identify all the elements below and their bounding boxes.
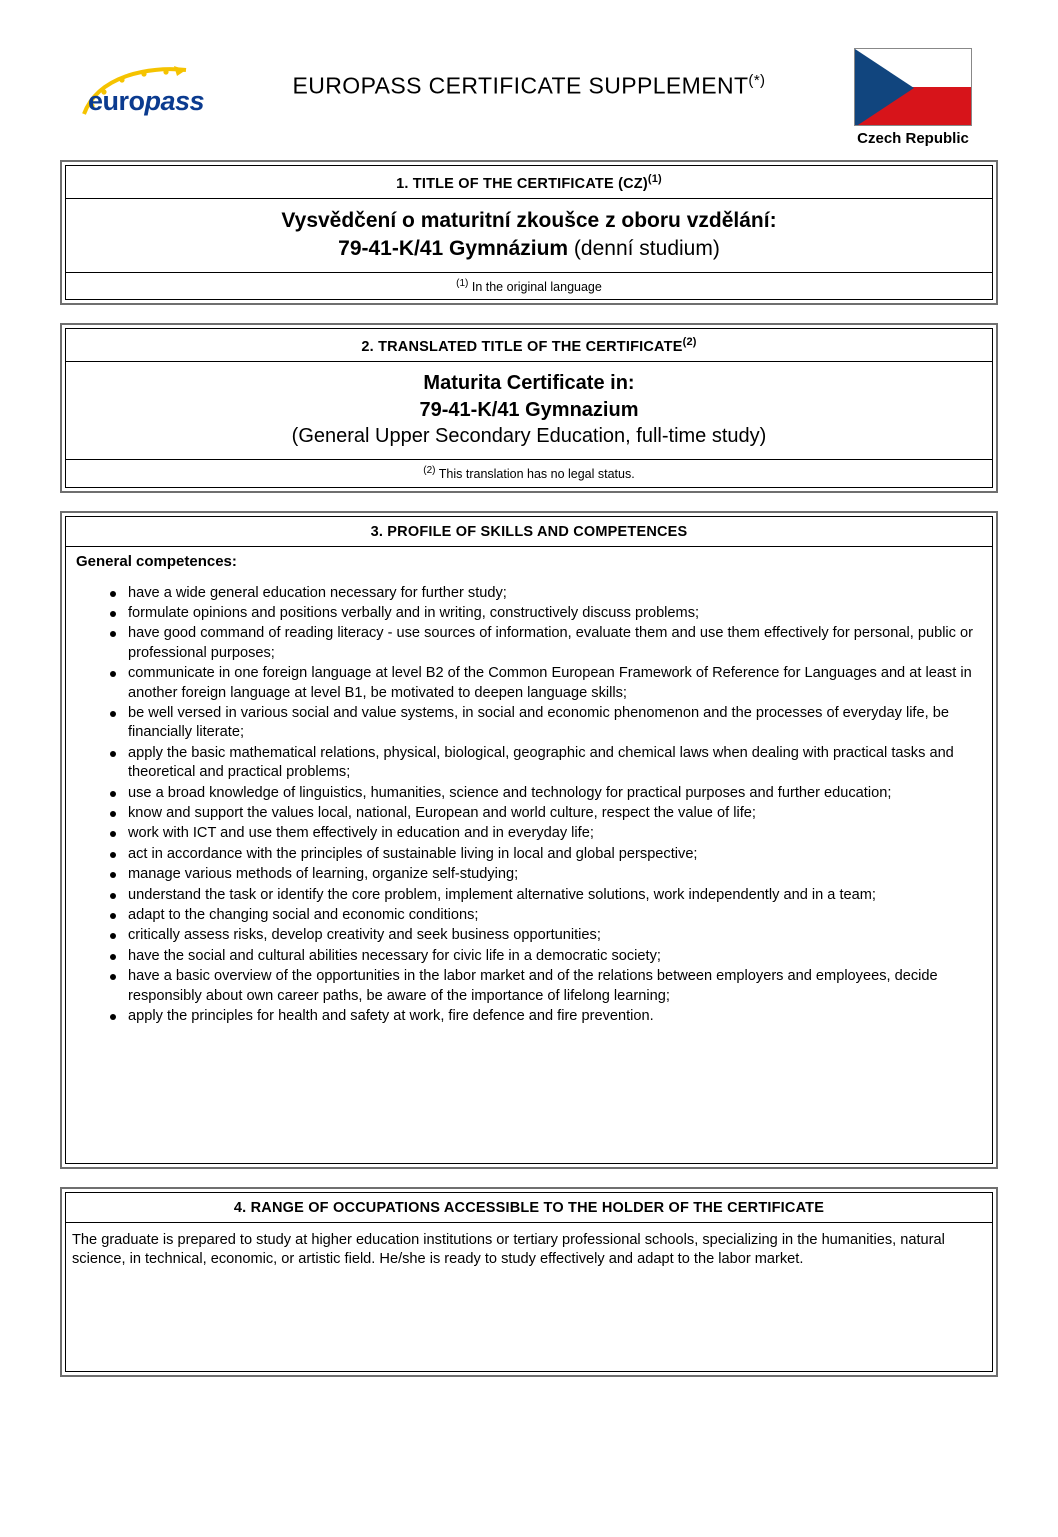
occupations-text: The graduate is prepared to study at higher education institutions or tertiary professional schools, specializing in the humanities, natural science, in technical, economic, or artistic field. He/she is ready to study effectively and adapt to the labor market.	[72, 1231, 945, 1268]
list-item: critically assess risks, develop creativity and seek business opportunities;	[110, 926, 978, 945]
section2-heading-text: 2. TRANSLATED TITLE OF THE CERTIFICATE	[361, 339, 683, 356]
list-item: adapt to the changing social and economic conditions;	[110, 906, 978, 925]
section1-heading	[66, 166, 992, 199]
list-item: apply the basic mathematical relations, physical, biological, geographic and chemical laws when dealing with practical tasks and theoretical and practical problems;	[110, 744, 978, 783]
section1-title-lines	[66, 199, 992, 272]
country-block	[828, 48, 998, 147]
section3-heading: 3. PROFILE OF SKILLS AND COMPETENCES	[66, 517, 992, 547]
list-item: work with ICT and use them effectively in education and in everyday life;	[110, 824, 978, 843]
general-competences-subtitle: General competences:	[76, 552, 237, 570]
section2-heading-marker: (2)	[682, 336, 697, 349]
section1-footnote	[66, 272, 992, 299]
europass-wordmark-pass: pass	[144, 86, 205, 116]
section-range-of-occupations	[60, 1187, 998, 1377]
list-item: formulate opinions and positions verbally and in writing, constructively discuss problems;	[110, 604, 978, 623]
list-item: use a broad knowledge of linguistics, humanities, science and technology for practical purposes and further education;	[110, 784, 978, 803]
europass-wordmark-euro: euro	[88, 86, 145, 116]
section1-heading-marker: (1)	[647, 173, 662, 185]
section2-heading	[66, 329, 992, 362]
section-title-of-certificate	[60, 160, 998, 305]
list-item: know and support the values local, national, European and world culture, respect the value of life;	[110, 804, 978, 823]
section4-heading: 4. RANGE OF OCCUPATIONS ACCESSIBLE TO THE HOLDER OF THE CERTIFICATE	[66, 1193, 992, 1223]
certificate-title-cz-line2	[76, 235, 982, 263]
list-item: act in accordance with the principles of sustainable living in local and global perspective;	[110, 845, 978, 864]
list-item: have a wide general education necessary for further study;	[110, 584, 978, 603]
certificate-title-en-line2: 79-41-K/41 Gymnazium	[419, 398, 639, 421]
list-item: be well versed in various social and value systems, in social and economic phenomenon and the processes of everyday life, be financially literate;	[110, 704, 978, 743]
section1-footnote-marker: (1)	[456, 278, 469, 290]
certificate-title-en-line1: Maturita Certificate in:	[423, 372, 635, 395]
document-header	[60, 40, 998, 160]
section2-footnote-text: This translation has no legal status.	[435, 467, 635, 482]
section-translated-title	[60, 323, 998, 492]
list-item: understand the task or identify the core problem, implement alternative solutions, work independently and in a team;	[110, 886, 978, 905]
section2-title-lines	[66, 362, 992, 459]
certificate-code-cz: 79-41-K/41 Gymnázium	[338, 236, 569, 260]
certificate-page	[0, 40, 1058, 1537]
section1-heading-text: 1. TITLE OF THE CERTIFICATE (CZ)	[396, 175, 648, 192]
page-title-footnote-marker: (*)	[748, 72, 766, 89]
list-item: communicate in one foreign language at level B2 of the Common European Framework of Reference for Languages and at least in another foreign language at level B1, be motivated to deepen language skills;	[110, 664, 978, 703]
list-item: have a basic overview of the opportunities in the labor market and of the relations between employers and employees, decide responsibly about own career paths, be aware of the importance of lifelong learning;	[110, 967, 978, 1006]
czech-flag-icon	[854, 48, 972, 126]
list-item: apply the principles for health and safety at work, fire defence and fire prevention.	[110, 1007, 978, 1026]
list-item: have good command of reading literacy - use sources of information, evaluate them and use them effectively for personal, public or professional purposes;	[110, 624, 978, 663]
section1-footnote-text: In the original language	[468, 280, 602, 295]
section2-footnote-marker: (2)	[423, 465, 436, 477]
certificate-title-cz-line1: Vysvědčení o maturitní zkoušce z oboru vzdělání:	[281, 208, 777, 232]
section-profile-of-skills	[60, 511, 998, 1169]
certificate-title-en-line3: (General Upper Secondary Education, full-time study)	[291, 425, 767, 448]
country-label: Czech Republic	[857, 130, 969, 147]
list-item: have the social and cultural abilities necessary for civic life in a democratic society;	[110, 947, 978, 966]
section2-footnote	[66, 459, 992, 486]
page-title-text: EUROPASS CERTIFICATE SUPPLEMENT	[292, 72, 749, 99]
certificate-mode-cz: (denní studium)	[568, 236, 720, 260]
list-item: manage various methods of learning, organize self-studying;	[110, 865, 978, 884]
competences-list	[72, 584, 982, 1027]
